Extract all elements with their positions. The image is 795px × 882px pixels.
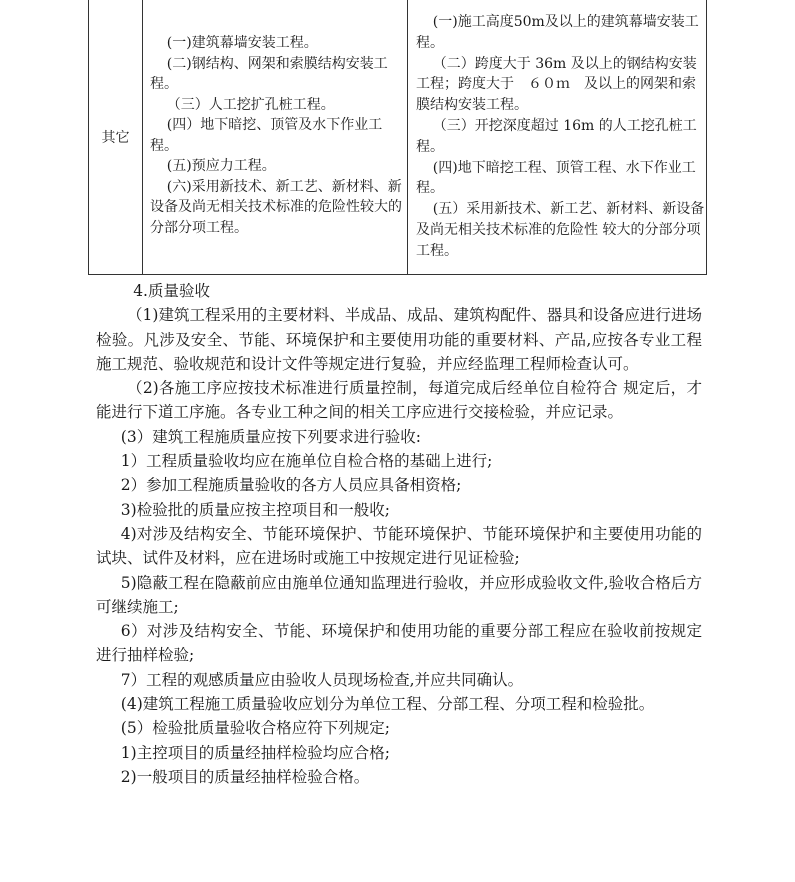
table-item: (二)钢结构、网架和索膜结构安装工程。 [150, 55, 388, 92]
section-heading: 4.质量验收 [133, 282, 210, 300]
paragraph: （1)建筑工程采用的主要材料、半成品、成品、建筑构配件、器具和设备应进行进场检验。凡涉及安全、节能、环境保护和主要使用功能的重要材料、产品,应按各专业工程施工规范、验收规范和设计文件等规定进行复验，并应经监理工程师检查认可。 [96, 306, 702, 373]
table-item: （三）人工挖扩孔桩工程。 [166, 96, 335, 113]
paragraph: (4)建筑工程施工质量验收应划分为单位工程、分部工程、分项工程和检验批。 [120, 695, 655, 714]
table-item: （三）开挖深度超过 16m 的人工挖孔桩工程。 [416, 117, 697, 155]
table-item: (一)施工高度50m及以上的建筑幕墙安装工程。 [416, 14, 699, 51]
section-body [96, 279, 702, 789]
paragraph: （2)各施工序应按技术标准进行质量控制，每道完成后经单位自检符合 规定后，才能进行下道工序施。各专业工种之间的相关工序应进行交接检验，并应记录。 [96, 379, 702, 422]
paragraph: 4)对涉及结构安全、节能环境保护、节能环境保护、节能环境保护和主要使用功能的试块、试件及材料，应在进场时或施工中按规定进行见证检验; [96, 524, 702, 568]
table-item: （二）跨度大于 36m 及以上的钢结构安装工程；跨度大于 ６０ｍ 及以上的网架和索膜结构安装工程。 [416, 55, 697, 114]
table-divider [142, 0, 143, 274]
table-item: (五）采用新技术、新工艺、新材料、新设备及尚无相关技术标准的危险性 较大的分部分项工程。 [416, 201, 705, 259]
paragraph: 3)检验批的质量应按主控项目和一般收; [120, 500, 390, 519]
paragraph: (5）检验批质量验收合格应符下列规定; [120, 719, 390, 738]
paragraph: 5)隐蔽工程在隐蔽前应由施单位通知监理进行验收，并应形成验收文件,验收合格后方可继续施工; [96, 573, 702, 616]
table-cell-general [150, 33, 406, 238]
paragraph: 2）参加工程施质量验收的各方人员应具备相资格; [120, 476, 462, 495]
table-item: (一)建筑幕墙安装工程。 [166, 35, 318, 51]
table-item: (四）地下暗挖、顶管及水下作业工程。 [150, 117, 383, 154]
table-item: (四)地下暗挖工程、顶管工程、水下作业工程。 [416, 159, 696, 197]
table-divider [407, 0, 408, 274]
paragraph: 6）对涉及结构安全、节能、环境保护和使用功能的重要分部工程应在验收前按规定进行抽样检验; [96, 622, 702, 665]
paragraph: 7）工程的观感质量应由验收人员现场检查,并应共同确认。 [120, 670, 524, 689]
paragraph: 2)一般项目的质量经抽样检验合格。 [120, 767, 370, 786]
paragraph: 1)主控项目的质量经抽样检验均应合格; [120, 743, 390, 762]
table-item: (五)预应力工程。 [166, 158, 276, 174]
table-cell-major [416, 12, 706, 262]
paragraph: 1）工程质量验收均应在施单位自检合格的基础上进行; [120, 452, 493, 471]
table-item: (六)采用新技术、新工艺、新材料、新设备及尚无相关技术标准的危险性较大的分部分项工程。 [150, 178, 402, 236]
paragraph: (3）建筑工程施质量应按下列要求进行验收: [120, 427, 421, 446]
hazard-table [88, 0, 707, 275]
row-label-cell [89, 0, 142, 274]
row-label: 其它 [101, 130, 130, 146]
